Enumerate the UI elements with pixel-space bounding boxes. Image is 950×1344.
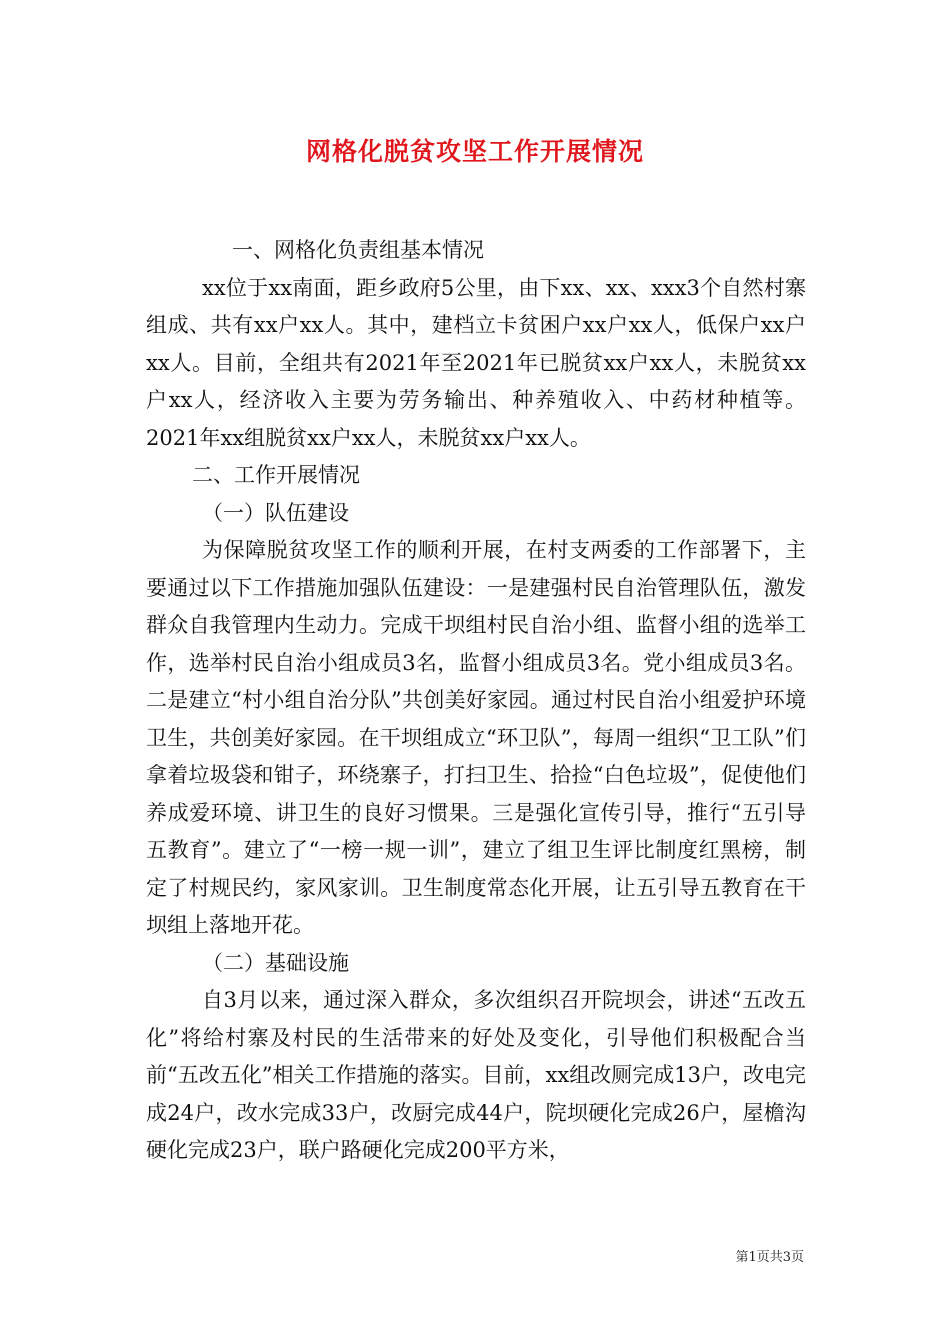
subsection2-heading: （二）基础设施	[202, 950, 349, 975]
section1-paragraph: xx位于xx南面，距乡政府5公里，由下xx、xx、xxx3个自然村寨组成、共有xx户xx人。其中，建档立卡贫困户xx户xx人，低保户xx户xx人。目前，全组共有2021年至2021年已脱贫xx户xx人，未脱贫xx户xx人，经济收入主要为劳务输出、种养殖收入、中药材种植等。2021年xx组脱贫xx户xx人，未脱贫xx户xx人。	[146, 275, 806, 450]
section1-heading: 一、网格化负责组基本情况	[232, 238, 484, 262]
subsection1-paragraph: 为保障脱贫攻坚工作的顺利开展，在村支两委的工作部署下，主要通过以下工作措施加强队伍建设：一是建强村民自治管理队伍，激发群众自我管理内生动力。完成干坝组村民自治小组、监督小组的选举工作，选举村民自治小组成员3名，监督小组成员3名。党小组成员3名。二是建立“村小组自治分队”共创美好家园。通过村民自治小组爱护环境卫生，共创美好家园。在干坝组成立“环卫队”，每周一组织“卫工队”们拿着垃圾袋和钳子，环绕寨子，打扫卫生、拾捡“白色垃圾”，促使他们养成爱环境、讲卫生的良好习惯果。三是强化宣传引导，推行“五引导五教育”。建立了“一榜一规一训”，建立了组卫生评比制度红黑榜，制定了村规民约，家风家训。卫生制度常态化开展，让五引导五教育在干坝组上落地开花。	[146, 538, 806, 937]
document-body	[146, 232, 806, 1170]
page-number: 第1页共3页	[735, 1250, 804, 1265]
subsection1-heading: （一）队伍建设	[202, 500, 349, 525]
document-title: 网格化脱贫攻坚工作开展情况	[305, 137, 644, 166]
section2-heading: 二、工作开展情况	[192, 463, 360, 487]
subsection2-paragraph: 自3月以来，通过深入群众，多次组织召开院坝会，讲述“五改五化”将给村寨及村民的生活带来的好处及变化，引导他们积极配合当前“五改五化”相关工作措施的落实。目前，xx组改厕完成13户，改电完成24户，改水完成33户，改厨完成44户，院坝硬化完成26户，屋檐沟硬化完成23户，联户路硬化完成200平方米，	[146, 988, 806, 1162]
